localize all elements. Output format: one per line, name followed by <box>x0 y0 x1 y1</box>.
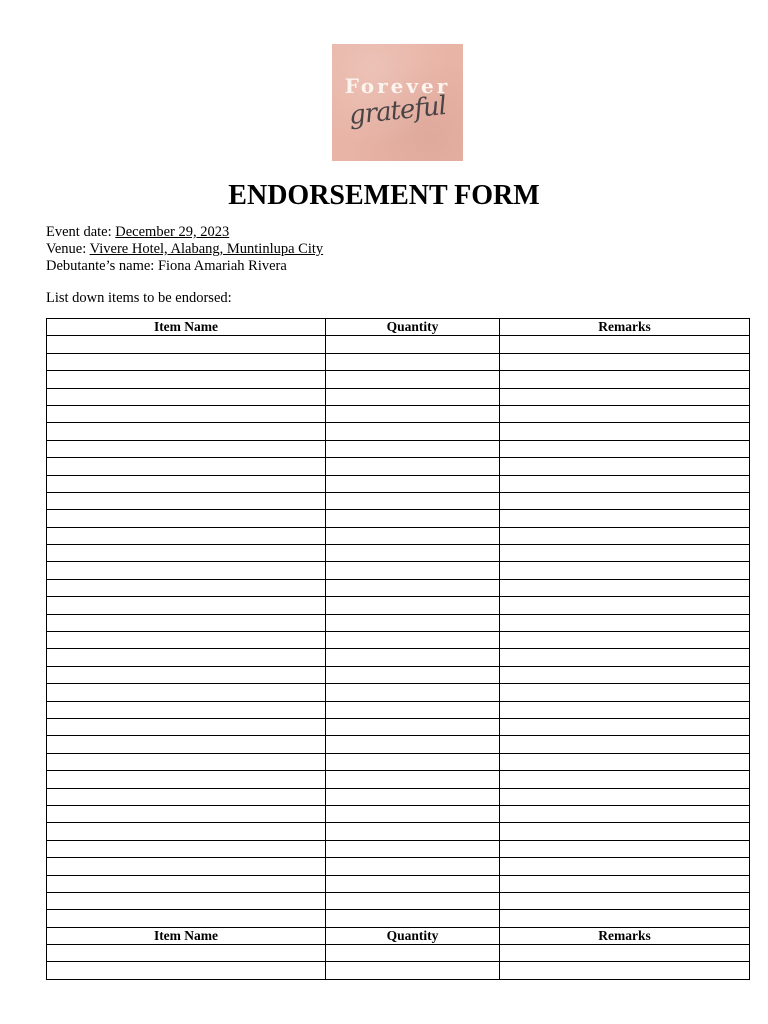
item-name-cell[interactable] <box>47 649 326 666</box>
remarks-cell[interactable] <box>500 823 750 840</box>
table-row <box>47 423 750 440</box>
item-name-cell[interactable] <box>47 336 326 353</box>
debutante-line <box>46 258 323 275</box>
quantity-cell[interactable] <box>326 632 500 649</box>
remarks-cell[interactable] <box>500 371 750 388</box>
item-name-cell[interactable] <box>47 788 326 805</box>
item-name-cell[interactable] <box>47 701 326 718</box>
page-title: ENDORSEMENT FORM <box>228 180 540 211</box>
table-row <box>47 336 750 353</box>
item-name-cell[interactable] <box>47 353 326 370</box>
event-date-label: Event date: <box>46 224 112 240</box>
item-name-cell[interactable] <box>47 875 326 892</box>
table-row <box>47 649 750 666</box>
remarks-cell[interactable] <box>500 440 750 457</box>
remarks-cell[interactable] <box>500 388 750 405</box>
item-name-cell[interactable] <box>47 771 326 788</box>
quantity-cell[interactable] <box>326 423 500 440</box>
table-header-row-repeat <box>47 927 750 944</box>
remarks-cell[interactable] <box>500 910 750 927</box>
table-row <box>47 475 750 492</box>
table-row <box>47 805 750 822</box>
item-name-cell[interactable] <box>47 666 326 683</box>
remarks-cell[interactable] <box>500 875 750 892</box>
remarks-cell[interactable] <box>500 666 750 683</box>
forever-grateful-logo <box>332 44 463 161</box>
quantity-cell[interactable] <box>326 353 500 370</box>
table-row <box>47 788 750 805</box>
item-name-cell[interactable] <box>47 440 326 457</box>
item-name-cell[interactable] <box>47 736 326 753</box>
item-name-cell[interactable] <box>47 910 326 927</box>
table-row <box>47 736 750 753</box>
venue-line <box>46 241 323 258</box>
table-header-row <box>47 319 750 336</box>
item-name-cell[interactable] <box>47 423 326 440</box>
remarks-cell[interactable] <box>500 649 750 666</box>
item-name-cell[interactable] <box>47 805 326 822</box>
table-row <box>47 840 750 857</box>
quantity-cell[interactable] <box>326 510 500 527</box>
endorsement-table <box>46 318 750 980</box>
table-row <box>47 962 750 979</box>
debutante-label: Debutante’s name: <box>46 258 155 274</box>
remarks-cell[interactable] <box>500 684 750 701</box>
quantity-cell[interactable] <box>326 388 500 405</box>
quantity-cell[interactable] <box>326 475 500 492</box>
remarks-cell[interactable] <box>500 788 750 805</box>
table-row <box>47 701 750 718</box>
table-row <box>47 597 750 614</box>
table-row <box>47 579 750 596</box>
remarks-cell[interactable] <box>500 840 750 857</box>
item-name-cell[interactable] <box>47 510 326 527</box>
quantity-cell[interactable] <box>326 858 500 875</box>
item-name-cell[interactable] <box>47 614 326 631</box>
remarks-cell[interactable] <box>500 771 750 788</box>
remarks-cell[interactable] <box>500 336 750 353</box>
table-row <box>47 945 750 962</box>
quantity-cell[interactable] <box>326 336 500 353</box>
item-name-cell[interactable] <box>47 527 326 544</box>
quantity-cell[interactable] <box>326 945 500 962</box>
table-row <box>47 458 750 475</box>
quantity-cell[interactable] <box>326 701 500 718</box>
item-name-cell[interactable] <box>47 753 326 770</box>
item-name-cell[interactable] <box>47 579 326 596</box>
remarks-cell[interactable] <box>500 701 750 718</box>
venue-value: Vivere Hotel, Alabang, Muntinlupa City <box>89 241 324 257</box>
event-date-value: December 29, 2023 <box>115 224 230 240</box>
table-row <box>47 440 750 457</box>
quantity-cell[interactable] <box>326 614 500 631</box>
remarks-cell[interactable] <box>500 579 750 596</box>
quantity-cell[interactable] <box>326 545 500 562</box>
item-name-cell[interactable] <box>47 962 326 979</box>
quantity-cell[interactable] <box>326 910 500 927</box>
remarks-cell[interactable] <box>500 492 750 509</box>
quantity-cell[interactable] <box>326 771 500 788</box>
item-name-cell[interactable] <box>47 562 326 579</box>
quantity-cell[interactable] <box>326 666 500 683</box>
table-row <box>47 718 750 735</box>
quantity-cell[interactable] <box>326 527 500 544</box>
quantity-cell[interactable] <box>326 684 500 701</box>
table-row <box>47 684 750 701</box>
remarks-cell[interactable] <box>500 562 750 579</box>
quantity-cell[interactable] <box>326 440 500 457</box>
quantity-cell[interactable] <box>326 562 500 579</box>
remarks-cell[interactable] <box>500 753 750 770</box>
remarks-cell[interactable] <box>500 405 750 422</box>
item-name-cell[interactable] <box>47 371 326 388</box>
remarks-cell[interactable] <box>500 597 750 614</box>
table-row <box>47 858 750 875</box>
quantity-cell[interactable] <box>326 823 500 840</box>
item-name-cell[interactable] <box>47 632 326 649</box>
table-row <box>47 614 750 631</box>
remarks-cell[interactable] <box>500 945 750 962</box>
debutante-value: Fiona Amariah Rivera <box>157 258 287 274</box>
quantity-cell[interactable] <box>326 579 500 596</box>
quantity-cell[interactable] <box>326 371 500 388</box>
remarks-cell[interactable] <box>500 892 750 909</box>
event-info <box>46 224 323 275</box>
quantity-cell[interactable] <box>326 405 500 422</box>
venue-label: Venue: <box>46 241 87 257</box>
table-row <box>47 632 750 649</box>
item-name-cell[interactable] <box>47 388 326 405</box>
remarks-cell[interactable] <box>500 545 750 562</box>
table-row <box>47 666 750 683</box>
remarks-cell[interactable] <box>500 423 750 440</box>
item-name-cell[interactable] <box>47 475 326 492</box>
quantity-cell[interactable] <box>326 597 500 614</box>
remarks-cell[interactable] <box>500 458 750 475</box>
item-name-cell[interactable] <box>47 858 326 875</box>
item-name-cell[interactable] <box>47 840 326 857</box>
quantity-cell[interactable] <box>326 962 500 979</box>
table-row <box>47 545 750 562</box>
quantity-cell[interactable] <box>326 788 500 805</box>
table-row <box>47 492 750 509</box>
remarks-cell[interactable] <box>500 353 750 370</box>
quantity-cell[interactable] <box>326 805 500 822</box>
header-item-name: Item Name <box>47 927 326 944</box>
quantity-cell[interactable] <box>326 492 500 509</box>
quantity-cell[interactable] <box>326 718 500 735</box>
table-row <box>47 510 750 527</box>
remarks-cell[interactable] <box>500 527 750 544</box>
remarks-cell[interactable] <box>500 736 750 753</box>
header-quantity: Quantity <box>326 319 500 336</box>
remarks-cell[interactable] <box>500 510 750 527</box>
item-name-cell[interactable] <box>47 684 326 701</box>
table-row <box>47 527 750 544</box>
quantity-cell[interactable] <box>326 649 500 666</box>
item-name-cell[interactable] <box>47 492 326 509</box>
table-row <box>47 771 750 788</box>
item-name-cell[interactable] <box>47 458 326 475</box>
quantity-cell[interactable] <box>326 458 500 475</box>
list-instruction: List down items to be endorsed: <box>46 290 232 306</box>
remarks-cell[interactable] <box>500 718 750 735</box>
table-row <box>47 910 750 927</box>
item-name-cell[interactable] <box>47 405 326 422</box>
remarks-cell[interactable] <box>500 805 750 822</box>
item-name-cell[interactable] <box>47 945 326 962</box>
header-item-name: Item Name <box>47 319 326 336</box>
item-name-cell[interactable] <box>47 718 326 735</box>
remarks-cell[interactable] <box>500 962 750 979</box>
quantity-cell[interactable] <box>326 840 500 857</box>
item-name-cell[interactable] <box>47 545 326 562</box>
quantity-cell[interactable] <box>326 892 500 909</box>
item-name-cell[interactable] <box>47 892 326 909</box>
table-row <box>47 823 750 840</box>
header-remarks: Remarks <box>500 319 750 336</box>
event-date-line <box>46 224 323 241</box>
remarks-cell[interactable] <box>500 614 750 631</box>
logo-line-1: Forever <box>344 74 451 98</box>
table-row <box>47 405 750 422</box>
item-name-cell[interactable] <box>47 597 326 614</box>
quantity-cell[interactable] <box>326 753 500 770</box>
logo-line-2: grateful <box>347 91 448 131</box>
table-row <box>47 388 750 405</box>
header-quantity: Quantity <box>326 927 500 944</box>
remarks-cell[interactable] <box>500 475 750 492</box>
table-row <box>47 753 750 770</box>
remarks-cell[interactable] <box>500 632 750 649</box>
table-row <box>47 353 750 370</box>
table-row <box>47 875 750 892</box>
quantity-cell[interactable] <box>326 875 500 892</box>
table-row <box>47 371 750 388</box>
quantity-cell[interactable] <box>326 736 500 753</box>
table-row <box>47 562 750 579</box>
item-name-cell[interactable] <box>47 823 326 840</box>
header-remarks: Remarks <box>500 927 750 944</box>
remarks-cell[interactable] <box>500 858 750 875</box>
table-row <box>47 892 750 909</box>
